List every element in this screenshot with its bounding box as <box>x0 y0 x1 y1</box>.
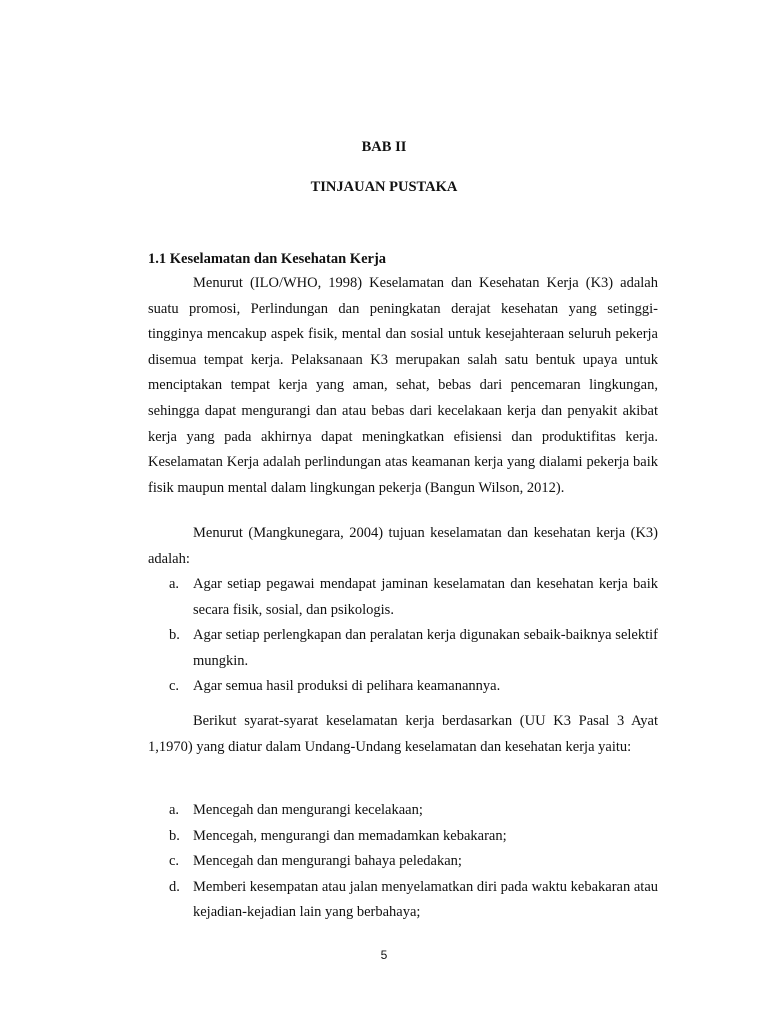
list-marker: b. <box>169 627 180 644</box>
k3-goals-list <box>148 572 658 700</box>
list-item-text: Agar setiap perlengkapan dan peralatan kerja digunakan sebaik-baiknya selektif mungkin. <box>193 627 658 669</box>
list-item-text: Mencegah dan mengurangi bahaya peledakan; <box>193 853 462 870</box>
page-number: 5 <box>380 948 388 962</box>
list-item-text: Mencegah, mengurangi dan memadamkan kebakaran; <box>193 827 507 844</box>
section-heading: 1.1 Keselamatan dan Kesehatan Kerja <box>148 251 387 267</box>
list-item <box>148 674 658 700</box>
list-item <box>148 572 658 623</box>
paragraph-safety-requirements-intro: Berikut syarat-syarat keselamatan kerja berdasarkan (UU K3 Pasal 3 Ayat 1,1970) yang diatur dalam Undang-Undang keselamatan dan kesehatan kerja yaitu: <box>148 713 658 755</box>
list-marker: c. <box>169 678 180 695</box>
list-marker: a. <box>169 576 180 592</box>
list-item <box>148 849 658 875</box>
list-marker: d. <box>169 878 180 895</box>
paragraph-k3-definition: Menurut (ILO/WHO, 1998) Keselamatan dan Kesehatan Kerja (K3) adalah suatu promosi, Perlindungan dan peningkatan derajat kesehatan yang setinggi-tingginya mencakup aspek fisik, mental dan sosial untuk kesejahteraan seluruh pekerja disemua tempat kerja. Pelaksanaan K3 merupakan salah satu bentuk upaya untuk menciptakan tempat kerja yang aman, sehat, bebas dari pencemaran lingkungan, sehingga dapat mengurangi dan atau bebas dari kecelakaan kerja dan penyakit akibat kerja yang pada akhirnya dapat meningkatkan efisiensi dan produktifitas kerja. Keselamatan Kerja adalah perlindungan atas keamanan kerja yang dialami pekerja baik fisik maupun mental dalam lingkungan pekerja (Bangun Wilson, 2012). <box>148 275 658 496</box>
list-item <box>148 623 658 674</box>
list-marker: a. <box>169 802 180 818</box>
list-marker: c. <box>169 853 180 870</box>
safety-requirements-list <box>148 798 658 926</box>
list-item-text: Agar setiap pegawai mendapat jaminan keselamatan dan kesehatan kerja baik secara fisik, sosial, dan psikologis. <box>193 576 658 618</box>
list-item <box>148 798 658 824</box>
list-item-text: Mencegah dan mengurangi kecelakaan; <box>193 802 423 818</box>
chapter-label: BAB II <box>361 139 407 155</box>
list-item-text: Memberi kesempatan atau jalan menyelamatkan diri pada waktu kebakaran atau kejadian-kejadian lain yang berbahaya; <box>193 878 659 921</box>
paragraph-k3-goals-intro: Menurut (Mangkunegara, 2004) tujuan keselamatan dan kesehatan kerja (K3) adalah: <box>148 525 658 567</box>
list-item <box>148 875 658 926</box>
list-item-text: Agar semua hasil produksi di pelihara keamanannya. <box>193 678 501 695</box>
list-marker: b. <box>169 827 180 844</box>
list-item <box>148 824 658 850</box>
chapter-title: TINJAUAN PUSTAKA <box>310 179 458 195</box>
